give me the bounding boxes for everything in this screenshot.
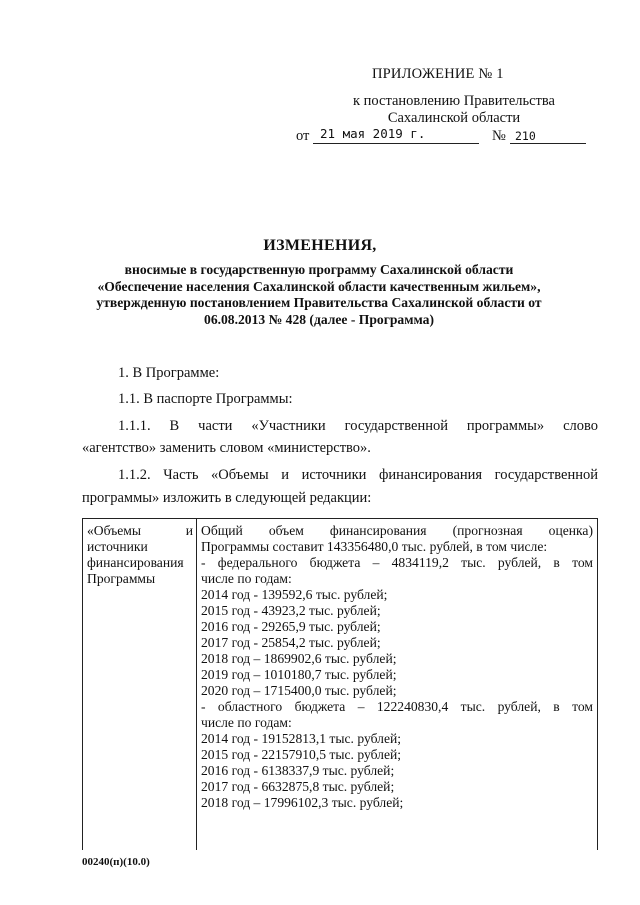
subheading-line: вносимые в государственную программу Сахалинской области [124, 262, 514, 277]
date-underline [313, 143, 479, 144]
table-column-divider [196, 519, 197, 850]
subheading-line: «Обеспечение населения Сахалинской области качественным жильем», [97, 278, 541, 294]
decree-date: 21 мая 2019 г. [320, 126, 426, 141]
right-cell-line: Программы составит 143356480,0 тыс. рублей, в том числе: [201, 539, 548, 554]
right-cell-line: 2017 год - 25854,2 тыс. рублей; [201, 635, 381, 650]
paragraph-1-1: 1.1. В паспорте Программы: [118, 391, 293, 407]
right-cell-line: 2015 год - 43923,2 тыс. рублей; [201, 603, 381, 618]
number-underline [510, 143, 586, 144]
from-label: от [296, 128, 310, 144]
right-cell-line: 2020 год – 1715400,0 тыс. рублей; [201, 683, 397, 698]
right-cell-line: Общий объем финансирования (прогнозная оценка) [201, 523, 593, 538]
appendix-title: ПРИЛОЖЕНИЕ № 1 [372, 66, 504, 82]
table-left-cell [87, 523, 193, 587]
left-cell-line [87, 523, 193, 539]
right-cell-line: - федерального бюджета – 4834119,2 тыс. рублей, в том [201, 555, 593, 570]
paragraph-1-1-2-line-2: программы» изложить в следующей редакции: [82, 490, 372, 506]
right-cell-line: - областного бюджета – 122240830,4 тыс. рублей, в том [201, 699, 593, 714]
table-right-cell [201, 523, 593, 811]
decree-number: 210 [515, 129, 536, 143]
right-cell-line: 2019 год – 1010180,7 тыс. рублей; [201, 667, 397, 682]
decree-reference-line-2: Сахалинской области [387, 110, 521, 126]
paragraph-1-1-1-line-1: 1.1.1. В части «Участники государственной программы» слово [118, 418, 598, 434]
document-subheading [88, 262, 550, 328]
financing-table [82, 518, 598, 850]
document-heading: ИЗМЕНЕНИЯ, [263, 237, 377, 254]
decree-reference [334, 93, 574, 127]
decree-date-row [296, 126, 596, 148]
left-cell-word: и [185, 523, 193, 538]
decree-reference-line-1: к постановлению Правительства [353, 93, 555, 109]
subheading-line: 06.08.2013 № 428 (далее - Программа) [204, 311, 434, 327]
left-cell-line: финансирования [87, 555, 184, 570]
subheading-line: утвержденную постановлением Правительства Сахалинской области от [96, 295, 542, 310]
right-cell-line: 2014 год - 139592,6 тыс. рублей; [201, 587, 388, 602]
right-cell-line: 2018 год – 1869902,6 тыс. рублей; [201, 651, 397, 666]
right-cell-line: 2015 год - 22157910,5 тыс. рублей; [201, 747, 402, 762]
right-cell-line: числе по годам: [201, 715, 292, 730]
left-cell-line: Программы [87, 571, 156, 586]
right-cell-line: 2014 год - 19152813,1 тыс. рублей; [201, 731, 402, 746]
right-cell-line: 2016 год - 29265,9 тыс. рублей; [201, 619, 381, 634]
paragraph-1: 1. В Программе: [118, 365, 220, 381]
left-cell-line: источники [87, 539, 148, 554]
paragraph-1-1-1-line-2: «агентство» заменить словом «министерство». [82, 440, 371, 456]
document-code: 00240(п)(10.0) [82, 856, 150, 868]
right-cell-line: 2016 год - 6138337,9 тыс. рублей; [201, 763, 395, 778]
number-label: № [492, 128, 506, 144]
left-cell-word: «Объемы [87, 523, 141, 538]
right-cell-line: 2017 год - 6632875,8 тыс. рублей; [201, 779, 395, 794]
right-cell-line: 2018 год – 17996102,3 тыс. рублей; [201, 795, 404, 810]
right-cell-line: числе по годам: [201, 571, 292, 586]
paragraph-1-1-2-line-1: 1.1.2. Часть «Объемы и источники финансирования государственной [118, 467, 598, 483]
